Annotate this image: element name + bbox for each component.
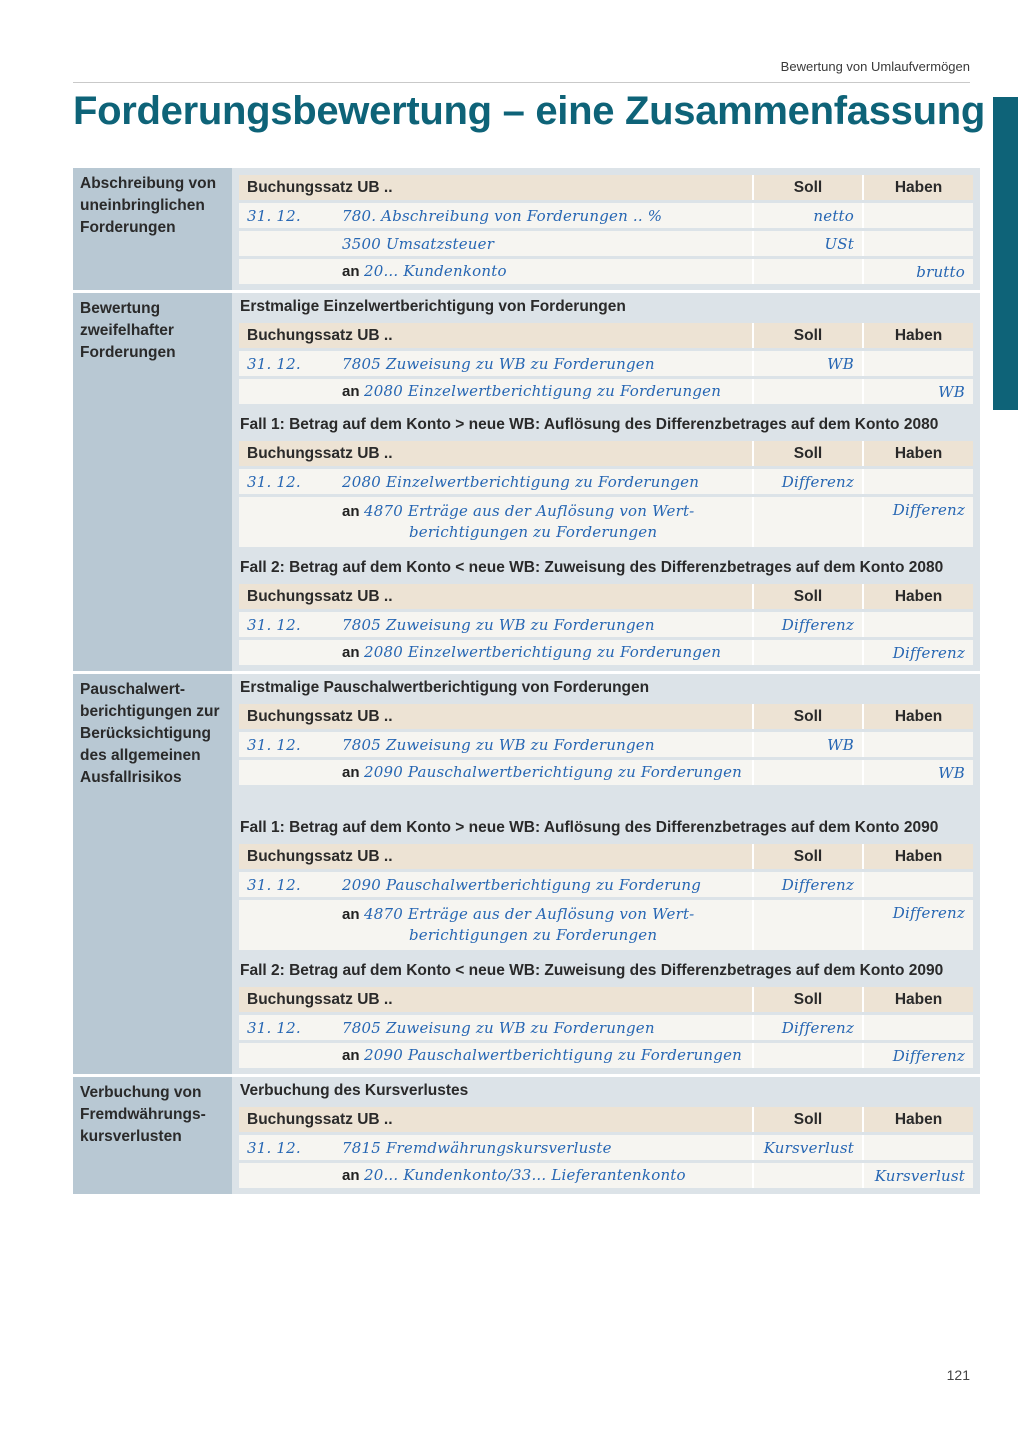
- entry-date: 31. 12.: [247, 615, 301, 634]
- section-label: Abschreibung von uneinbringlichen Forderungen: [73, 168, 232, 290]
- entry-date: 31. 12.: [247, 472, 301, 491]
- col-header-buchungssatz: Buchungssatz UB ..: [239, 704, 752, 729]
- entry-date: 31. 12.: [247, 1138, 301, 1157]
- entry-soll: Kursverlust: [752, 1135, 862, 1160]
- booking-row: [239, 259, 973, 284]
- entry-soll: WB: [752, 732, 862, 757]
- entry-date: 31. 12.: [247, 875, 301, 894]
- col-header-soll: Soll: [752, 323, 862, 348]
- an-keyword: an: [342, 1167, 360, 1184]
- section-body: [232, 293, 980, 671]
- entry-soll: [752, 379, 862, 404]
- an-keyword: an: [342, 906, 360, 923]
- block-heading: Erstmalige Einzelwertberichtigung von Forderungen: [240, 298, 626, 315]
- entry-text-line1: 4870 Erträge aus der Auflösung von Wert-: [363, 905, 695, 923]
- entry-haben: Differenz: [862, 1043, 973, 1068]
- col-header-haben: Haben: [862, 175, 973, 200]
- col-header-soll: Soll: [752, 175, 862, 200]
- col-header-haben: Haben: [862, 987, 973, 1012]
- col-header-soll: Soll: [752, 844, 862, 869]
- entry-text: 3500 Umsatzsteuer: [342, 234, 495, 253]
- booking-row: [239, 497, 973, 547]
- col-header-buchungssatz: Buchungssatz UB ..: [239, 175, 752, 200]
- block-heading: Fall 2: Betrag auf dem Konto < neue WB: Zuweisung des Differenzbetrages auf dem Konto 2090: [240, 962, 944, 979]
- col-header-haben: Haben: [862, 584, 973, 609]
- entry-text: 7805 Zuweisung zu WB zu Forderungen: [342, 615, 655, 634]
- section-body: [232, 168, 980, 290]
- booking-row: [239, 900, 973, 950]
- entry-soll: [752, 640, 862, 665]
- col-header-haben: Haben: [862, 323, 973, 348]
- entry-haben: [862, 872, 973, 897]
- entry-soll: Differenz: [752, 612, 862, 637]
- entry-soll: [752, 900, 862, 950]
- booking-row: [239, 1043, 973, 1068]
- booking-row: [239, 640, 973, 665]
- block-heading: Fall 1: Betrag auf dem Konto > neue WB: Auflösung des Differenzbetrages auf dem Konto 2080: [240, 416, 939, 433]
- entry-text: 20... Kundenkonto: [363, 262, 507, 280]
- entry-text: 2090 Pauschalwertberichtigung zu Forderung: [342, 875, 702, 894]
- entry-text: 20... Kundenkonto/33... Lieferantenkonto: [363, 1166, 686, 1184]
- section-label-line: kursverlusten: [80, 1128, 182, 1145]
- booking-row: [239, 379, 973, 404]
- entry-text: 2080 Einzelwertberichtigung zu Forderungen: [363, 382, 722, 400]
- booking-row: [239, 1015, 973, 1040]
- entry-text-line2: berichtigungen zu Forderungen: [409, 523, 658, 541]
- entry-text: 2090 Pauschalwertberichtigung zu Forderungen: [363, 1046, 743, 1064]
- booking-table: [239, 701, 973, 788]
- entry-soll: [752, 259, 862, 284]
- entry-text: 2090 Pauschalwertberichtigung zu Forderungen: [363, 763, 743, 781]
- an-keyword: an: [342, 1047, 360, 1064]
- chapter-tab-marker: [993, 97, 1018, 410]
- entry-soll: WB: [752, 351, 862, 376]
- section-label-line: Ausfallrisikos: [80, 769, 182, 786]
- booking-row: [239, 732, 973, 757]
- col-header-buchungssatz: Buchungssatz UB ..: [239, 844, 752, 869]
- summary-table: [73, 168, 972, 1194]
- an-keyword: an: [342, 764, 360, 781]
- entry-text: 7805 Zuweisung zu WB zu Forderungen: [342, 354, 655, 373]
- section-label: [73, 1077, 232, 1194]
- entry-haben: brutto: [862, 259, 973, 284]
- booking-row: [239, 231, 973, 256]
- section-label-line: berichtigungen zur: [80, 703, 220, 720]
- entry-haben: Kursverlust: [862, 1163, 973, 1188]
- entry-haben: [862, 1135, 973, 1160]
- section-pauschalwertberichtigungen: [73, 674, 972, 1077]
- booking-row: [239, 612, 973, 637]
- entry-text: 7805 Zuweisung zu WB zu Forderungen: [342, 735, 655, 754]
- block-heading: Erstmalige Pauschalwertberichtigung von Forderungen: [240, 679, 650, 696]
- booking-row: [239, 203, 973, 228]
- an-keyword: an: [342, 644, 360, 661]
- section-label-line: Fremdwährungs-: [80, 1106, 206, 1123]
- entry-haben: WB: [862, 379, 973, 404]
- entry-text: 7805 Zuweisung zu WB zu Forderungen: [342, 1018, 655, 1037]
- section-body: [232, 1077, 980, 1194]
- entry-haben: [862, 203, 973, 228]
- entry-haben: Differenz: [862, 640, 973, 665]
- entry-date: 31. 12.: [247, 354, 301, 373]
- entry-soll: Differenz: [752, 469, 862, 494]
- section-zweifelhafte-forderungen: [73, 293, 972, 674]
- entry-haben: [862, 231, 973, 256]
- page-title: Forderungsbewertung – eine Zusammenfassung: [73, 89, 986, 133]
- entry-text-line1: 4870 Erträge aus der Auflösung von Wert-: [363, 502, 695, 520]
- col-header-buchungssatz: Buchungssatz UB ..: [239, 441, 752, 466]
- entry-text: 7815 Fremdwährungskursverluste: [342, 1138, 612, 1157]
- entry-text-line2: berichtigungen zu Forderungen: [409, 926, 658, 944]
- entry-haben: [862, 469, 973, 494]
- entry-haben: [862, 612, 973, 637]
- block-heading: Fall 2: Betrag auf dem Konto < neue WB: Zuweisung des Differenzbetrages auf dem Konto 2080: [240, 559, 944, 576]
- entry-date: 31. 12.: [247, 206, 301, 225]
- col-header-soll: Soll: [752, 1107, 862, 1132]
- entry-text: 2080 Einzelwertberichtigung zu Forderungen: [342, 472, 700, 491]
- an-keyword: an: [342, 503, 360, 520]
- entry-soll: [752, 497, 862, 547]
- an-keyword: an: [342, 383, 360, 400]
- booking-table: [239, 438, 973, 550]
- entry-soll: Differenz: [752, 1015, 862, 1040]
- block-heading: Fall 1: Betrag auf dem Konto > neue WB: Auflösung des Differenzbetrages auf dem Konto 2090: [240, 819, 939, 836]
- entry-soll: netto: [752, 203, 862, 228]
- entry-soll: Differenz: [752, 872, 862, 897]
- booking-table: [239, 172, 973, 287]
- entry-haben: [862, 351, 973, 376]
- booking-row: [239, 1135, 973, 1160]
- booking-row: [239, 760, 973, 785]
- booking-header-row: [239, 175, 973, 200]
- col-header-buchungssatz: Buchungssatz UB ..: [239, 323, 752, 348]
- entry-haben: [862, 1015, 973, 1040]
- entry-text: 780. Abschreibung von Forderungen .. %: [342, 206, 663, 225]
- col-header-soll: Soll: [752, 987, 862, 1012]
- col-header-soll: Soll: [752, 704, 862, 729]
- section-abschreibung: [73, 168, 972, 293]
- booking-table: [239, 984, 973, 1071]
- entry-soll: [752, 1043, 862, 1068]
- booking-table: [239, 581, 973, 668]
- entry-soll: [752, 760, 862, 785]
- section-body: [232, 674, 980, 1074]
- col-header-haben: Haben: [862, 844, 973, 869]
- booking-table: [239, 1104, 973, 1191]
- entry-date: 31. 12.: [247, 1018, 301, 1037]
- running-head: Bewertung von Umlaufvermögen: [780, 59, 970, 74]
- an-keyword: an: [342, 263, 360, 280]
- entry-haben: Differenz: [862, 900, 973, 950]
- section-label-line: Verbuchung von: [80, 1084, 202, 1101]
- entry-soll: [752, 1163, 862, 1188]
- section-fremdwaehrung: [73, 1077, 972, 1194]
- entry-soll: USt: [752, 231, 862, 256]
- booking-row: [239, 351, 973, 376]
- col-header-haben: Haben: [862, 1107, 973, 1132]
- page-number: 121: [946, 1367, 970, 1383]
- booking-row: [239, 872, 973, 897]
- col-header-soll: Soll: [752, 441, 862, 466]
- col-header-soll: Soll: [752, 584, 862, 609]
- booking-table: [239, 841, 973, 953]
- section-label-line: Pauschalwert-: [80, 681, 186, 698]
- entry-date: 31. 12.: [247, 735, 301, 754]
- block-heading: Verbuchung des Kursverlustes: [240, 1082, 469, 1099]
- section-label: [73, 674, 232, 1074]
- col-header-haben: Haben: [862, 704, 973, 729]
- section-label: Bewertung zweifelhafter Forderungen: [73, 293, 232, 671]
- booking-row: [239, 1163, 973, 1188]
- entry-haben: [862, 732, 973, 757]
- header-rule: [73, 82, 970, 83]
- col-header-buchungssatz: Buchungssatz UB ..: [239, 584, 752, 609]
- entry-haben: WB: [862, 760, 973, 785]
- booking-table: [239, 320, 973, 407]
- section-label-line: Berücksichtigung: [80, 725, 211, 742]
- col-header-buchungssatz: Buchungssatz UB ..: [239, 987, 752, 1012]
- entry-haben: Differenz: [862, 497, 973, 547]
- booking-row: [239, 469, 973, 494]
- entry-text: 2080 Einzelwertberichtigung zu Forderungen: [363, 643, 722, 661]
- col-header-buchungssatz: Buchungssatz UB ..: [239, 1107, 752, 1132]
- section-label-line: des allgemeinen: [80, 747, 201, 764]
- col-header-haben: Haben: [862, 441, 973, 466]
